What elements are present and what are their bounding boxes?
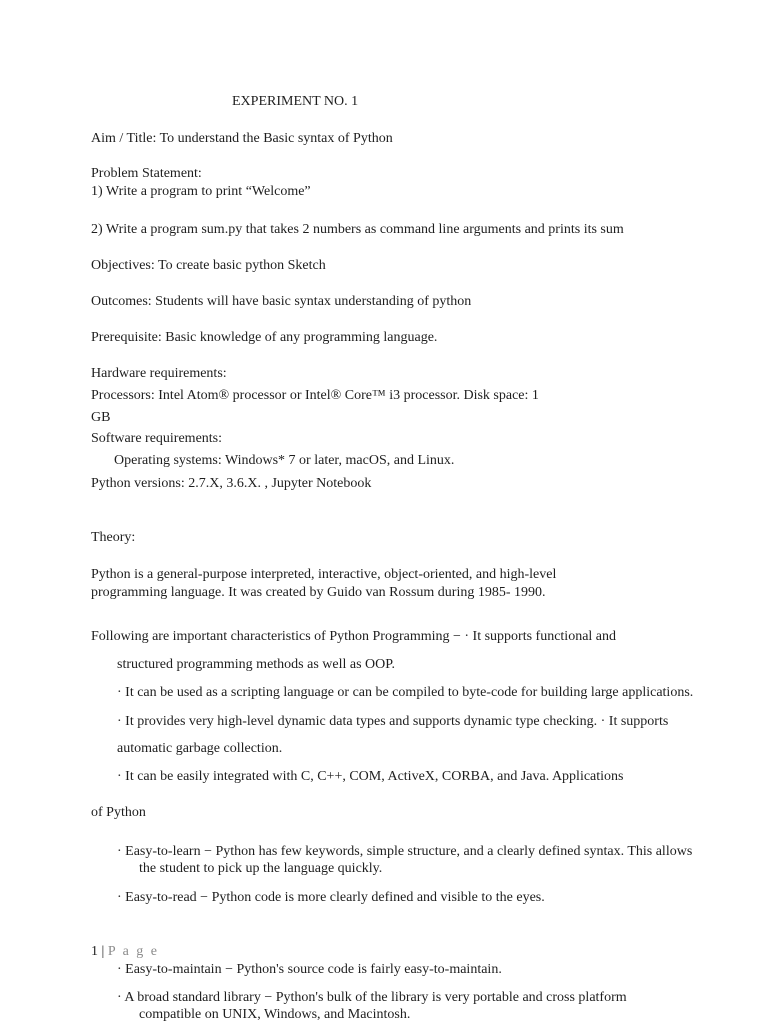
theory-para-line-1: Python is a general-purpose interpreted, interactive, object-oriented, and high-level xyxy=(91,567,557,582)
characteristic-bullet-2: · It provides very high-level dynamic data types and supports dynamic type checking. · It supports xyxy=(117,714,669,729)
application-bullet-4-line-1: · A broad standard library − Python's bulk of the library is very portable and cross platform xyxy=(117,990,627,1005)
prerequisite-line: Prerequisite: Basic knowledge of any programming language. xyxy=(91,330,438,345)
theory-heading: Theory: xyxy=(91,530,136,545)
objectives-line: Objectives: To create basic python Sketch xyxy=(91,258,326,273)
problem-item-2: 2) Write a program sum.py that takes 2 numbers as command line arguments and prints its sum xyxy=(91,222,624,237)
outcomes-line: Outcomes: Students will have basic syntax understanding of python xyxy=(91,294,472,309)
page-number: 1 | xyxy=(91,944,108,959)
software-python: Python versions: 2.7.X, 3.6.X. , Jupyter Notebook xyxy=(91,476,372,491)
page-footer xyxy=(91,943,159,960)
hardware-line-1: Processors: Intel Atom® processor or Intel® Core™ i3 processor. Disk space: 1 xyxy=(91,388,539,403)
problem-statement-heading: Problem Statement: xyxy=(91,166,202,181)
application-bullet-2: · Easy-to-read − Python code is more clearly defined and visible to the eyes. xyxy=(117,890,545,905)
application-bullet-1-line-1: · Easy-to-learn − Python has few keywords, simple structure, and a clearly defined syntax. This allows xyxy=(117,844,693,859)
problem-item-1: 1) Write a program to print “Welcome” xyxy=(91,184,311,199)
applications-heading: of Python xyxy=(91,805,146,820)
hardware-heading: Hardware requirements: xyxy=(91,366,227,381)
application-bullet-4-line-2: compatible on UNIX, Windows, and Macintosh. xyxy=(139,1007,411,1022)
software-os: Operating systems: Windows* 7 or later, macOS, and Linux. xyxy=(114,453,455,468)
application-bullet-1-line-2: the student to pick up the language quickly. xyxy=(139,861,383,876)
hardware-line-2: GB xyxy=(91,410,111,425)
experiment-title: EXPERIMENT NO. 1 xyxy=(232,94,359,109)
characteristic-bullet-1: · It can be used as a scripting language or can be compiled to byte-code for building large applications. xyxy=(117,685,694,700)
software-heading: Software requirements: xyxy=(91,431,223,446)
aim-line: Aim / Title: To understand the Basic syntax of Python xyxy=(91,131,393,146)
theory-para-line-2: programming language. It was created by Guido van Rossum during 1985- 1990. xyxy=(91,585,546,600)
page-label: P a g e xyxy=(107,944,160,959)
characteristic-bullet-3: · It can be easily integrated with C, C++, COM, ActiveX, CORBA, and Java. Applications xyxy=(117,769,624,784)
characteristics-intro: Following are important characteristics of Python Programming − · It supports functional and xyxy=(91,629,617,644)
characteristics-continued: structured programming methods as well as OOP. xyxy=(117,657,396,672)
characteristic-bullet-2-continued: automatic garbage collection. xyxy=(117,741,283,756)
application-bullet-3: · Easy-to-maintain − Python's source code is fairly easy-to-maintain. xyxy=(117,962,502,977)
